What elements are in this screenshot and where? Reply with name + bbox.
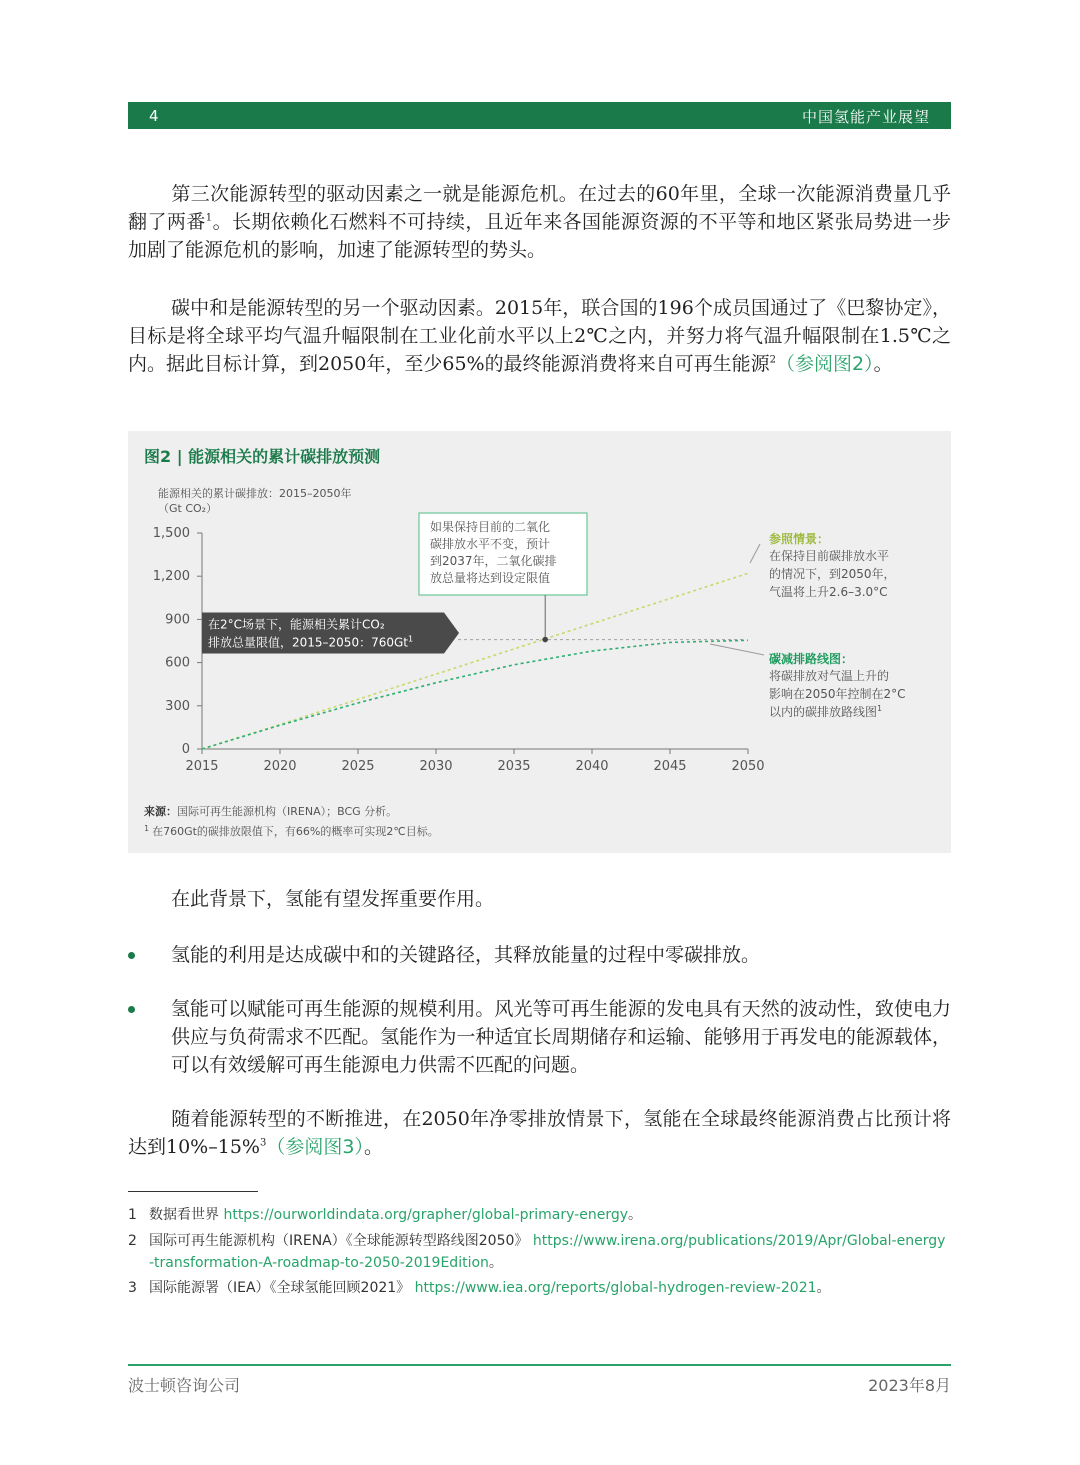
- reduction-pathway-line: [202, 640, 748, 749]
- reference-scenario-line: [202, 573, 748, 749]
- figure-2: [128, 431, 951, 853]
- footnote-ref[interactable]: 3: [259, 1137, 267, 1149]
- footnote-number: 3: [128, 1280, 137, 1296]
- ref-line1: 在保持目前碳排放水平: [769, 549, 890, 563]
- y-tick-label: 600: [165, 655, 190, 671]
- x-tick-label: 2025: [341, 759, 375, 774]
- bullet-dot-icon: [128, 952, 135, 959]
- footnote-tail: 。: [816, 1280, 831, 1296]
- x-tick-label: 2050: [731, 759, 765, 774]
- footnote-2: [128, 1230, 951, 1274]
- footnote-number: 1: [128, 1207, 137, 1223]
- footer-date: 2023年8月: [868, 1376, 951, 1395]
- ref-line3: 气温将上升2.6–3.0°C: [769, 585, 888, 599]
- x-tick-label: 2030: [419, 759, 453, 774]
- figure-3-link[interactable]: （参阅图3）: [266, 1136, 364, 1158]
- header-title: 中国氢能产业展望: [801, 108, 930, 126]
- figure-note: $^1$ 在760Gt的碳排放限值下，有66%的概率可实现2℃目标。: [144, 824, 439, 838]
- limit-callout-line1: 在2°C场景下，能源相关累计CO₂: [208, 617, 385, 632]
- footnote-3: [128, 1277, 951, 1299]
- footnote-divider: [128, 1191, 258, 1192]
- footnote-text: 数据看世界: [149, 1207, 219, 1223]
- y-tick-label: 900: [165, 612, 190, 628]
- callout-line2: 碳排放水平不变，预计: [430, 537, 551, 551]
- paragraph-text: 随着能源转型的不断推进，在2050年净零排放情景下，氢能在全球最终能源消费占比预计将达到10%–15%: [128, 1108, 951, 1158]
- x-tick-label: 2040: [575, 759, 609, 774]
- figure-2-link[interactable]: （参阅图2）: [775, 353, 874, 375]
- footnote-link[interactable]: https://www.iea.org/reports/global-hydrogen-review-2021: [414, 1280, 817, 1296]
- header-bar: [128, 102, 951, 129]
- footnote-number: 2: [128, 1233, 137, 1249]
- footnote-link[interactable]: https://ourworldindata.org/grapher/global-primary-energy: [223, 1207, 628, 1223]
- x-tick-label: 2045: [653, 759, 687, 774]
- y-tick-label: 0: [181, 742, 190, 757]
- paragraph-text: 碳中和是能源转型的另一个驱动因素。2015年，联合国的196个成员国通过了《巴黎协定》，目标是将全球平均气温升幅限制在工业化前水平以上2℃之内，并努力将气温升幅限制在1.5℃之内。据此目标计算，到2050年，至少65%的最终能源消费将来自可再生能源: [128, 297, 951, 375]
- path-leader: [710, 644, 764, 655]
- path-line3: 以内的碳排放路线图$^1$: [769, 704, 883, 719]
- paragraph-energy-crisis: [128, 180, 951, 264]
- page-number: 4: [149, 107, 159, 125]
- y-tick-label: 1,500: [152, 526, 190, 541]
- ref-leader: [750, 544, 760, 563]
- footer-divider: [128, 1364, 951, 1366]
- ref-title: 参照情景：: [769, 532, 830, 546]
- callout-line1: 如果保持目前的二氧化: [430, 520, 551, 534]
- paragraph-carbon-neutral: [128, 294, 951, 378]
- footnote-1: [128, 1204, 951, 1226]
- y-axis-label-line2: （Gt CO₂）: [158, 502, 218, 515]
- y-axis-label-line1: 能源相关的累计碳排放：2015–2050年: [158, 487, 352, 500]
- y-tick-label: 1,200: [152, 569, 190, 585]
- paragraph-text: 。长期依赖化石燃料不可持续，且近年来各国能源资源的不平等和地区紧张局势进一步加剧了能源危机的影响，加速了能源转型的势头。: [128, 211, 951, 261]
- figure-source: 来源：国际可再生能源机构（IRENA）；BCG 分析。: [144, 805, 398, 818]
- footnote-text: 国际可再生能源机构（IRENA）《全球能源转型路线图2050》: [149, 1233, 529, 1249]
- intersection-marker: [542, 637, 548, 643]
- footnote-tail: 。: [488, 1255, 503, 1271]
- path-line1: 将碳排放对气温上升的: [769, 669, 890, 683]
- bullet-text: 氢能的利用是达成碳中和的关键路径，其释放能量的过程中零碳排放。: [171, 944, 761, 966]
- paragraph-hydrogen-share: [128, 1105, 951, 1161]
- paragraph-text: 在此背景下，氢能有望发挥重要作用。: [171, 888, 495, 910]
- footnote-tail: 。: [628, 1207, 642, 1223]
- paragraph-text: 第三次能源转型的驱动因素之一就是能源危机。在过去的60年里，全球一次能源消费量几乎翻了两番: [128, 183, 951, 233]
- footnote-ref[interactable]: 1: [205, 212, 213, 224]
- limit-callout-line2: 排放总量限值，2015–2050：760Gt$^1$: [208, 634, 414, 650]
- footer-publisher: 波士顿咨询公司: [128, 1376, 241, 1395]
- x-tick-label: 2015: [185, 759, 219, 774]
- callout-line4: 放总量将达到设定限值: [430, 571, 551, 585]
- bullet-text: 氢能可以赋能可再生能源的规模利用。风光等可再生能源的发电具有天然的波动性，致使电力供应与负荷需求不匹配。氢能作为一种适宜长周期储存和运输、能够用于再发电的能源载体，可以有效缓解可再生能源电力供需不匹配的问题。: [171, 998, 951, 1076]
- ref-line2: 的情况下，到2050年，: [769, 567, 896, 581]
- bullet-dot-icon: [128, 1006, 135, 1013]
- x-tick-label: 2020: [263, 759, 297, 774]
- footnote-link[interactable]: https://www.irena.org/publications/2019/Apr/Global-energy-transformation-A-roadmap-to-2050-2019Edition: [149, 1233, 946, 1271]
- paragraph-context: [128, 885, 951, 913]
- paragraph-tail: 。: [363, 1136, 383, 1158]
- emissions-chart: [128, 431, 951, 853]
- path-title: 碳减排路线图：: [769, 652, 854, 666]
- figure-title: 图2 | 能源相关的累计碳排放预测: [144, 447, 381, 466]
- x-tick-label: 2035: [497, 759, 531, 774]
- paragraph-tail: 。: [873, 353, 893, 375]
- path-line2: 影响在2050年控制在2°C: [769, 687, 906, 701]
- callout-line3: 到2037年，二氧化碳排: [430, 554, 557, 568]
- footnote-text: 国际能源署（IEA）《全球氢能回顾2021》: [149, 1280, 411, 1296]
- y-tick-label: 300: [165, 698, 190, 714]
- footnote-ref[interactable]: 2: [769, 354, 776, 366]
